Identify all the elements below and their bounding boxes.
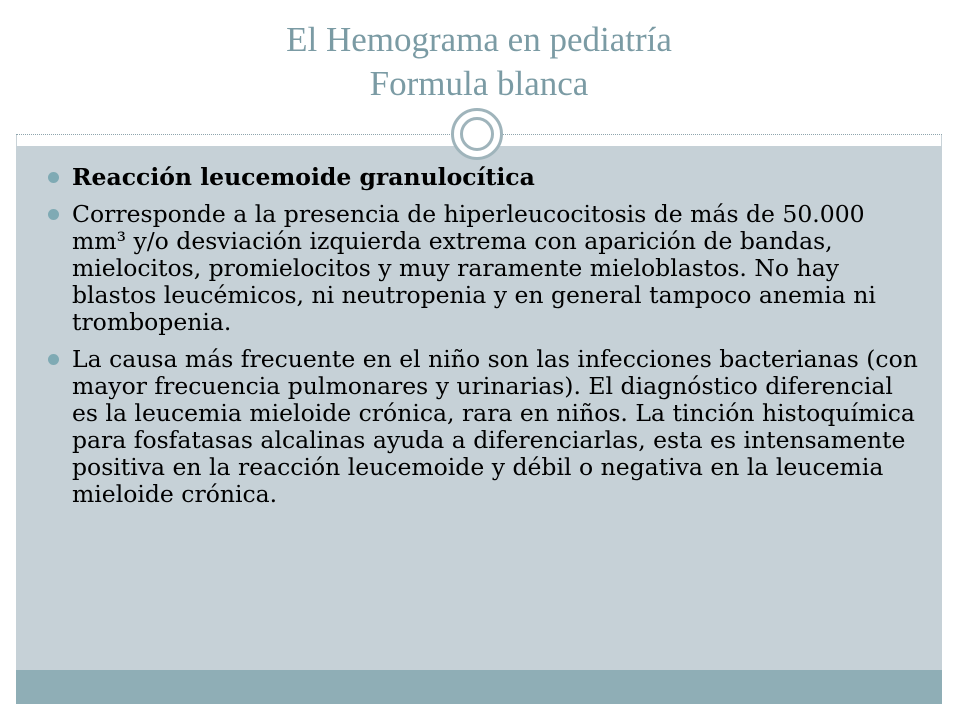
bullet-dot-icon	[48, 354, 59, 365]
bullet-text: Reacción leucemoide granulocítica	[72, 163, 535, 191]
bullet-item-definition	[48, 201, 918, 336]
bullet-dot-icon	[48, 172, 59, 183]
footer-bar	[16, 670, 942, 704]
double-circle-ornament-icon	[451, 108, 503, 160]
bullet-dot-icon	[48, 209, 59, 220]
bullet-text: La causa más frecuente en el niño son las infecciones bacterianas (con mayor frecuencia pulmonares y urinarias). El diagnóstico diferencial es la leucemia mieloide crónica, rara en niños. La tinción histoquímica para fosfatasas alcalinas ayuda a diferenciarlas, esta es intensamente positiva en la reacción leucemoide y débil o negativa en la leucemia mieloide crónica.	[72, 345, 918, 508]
bullet-text: Corresponde a la presencia de hiperleucocitosis de más de 50.000 mm³ y/o desviación izquierda extrema con aparición de bandas, mielocitos, promielocitos y muy raramente mieloblastos. No hay blastos leucémicos, ni neutropenia y en general tampoco anemia ni trombopenia.	[72, 200, 876, 336]
bullet-list	[48, 164, 918, 518]
bullet-item-heading	[48, 164, 918, 191]
bullet-item-cause	[48, 346, 918, 508]
slide-title-line-1: El Hemograma en pediatría	[286, 20, 672, 59]
inner-circle-icon	[460, 117, 494, 151]
slide-title-line-2: Formula blanca	[369, 64, 589, 103]
